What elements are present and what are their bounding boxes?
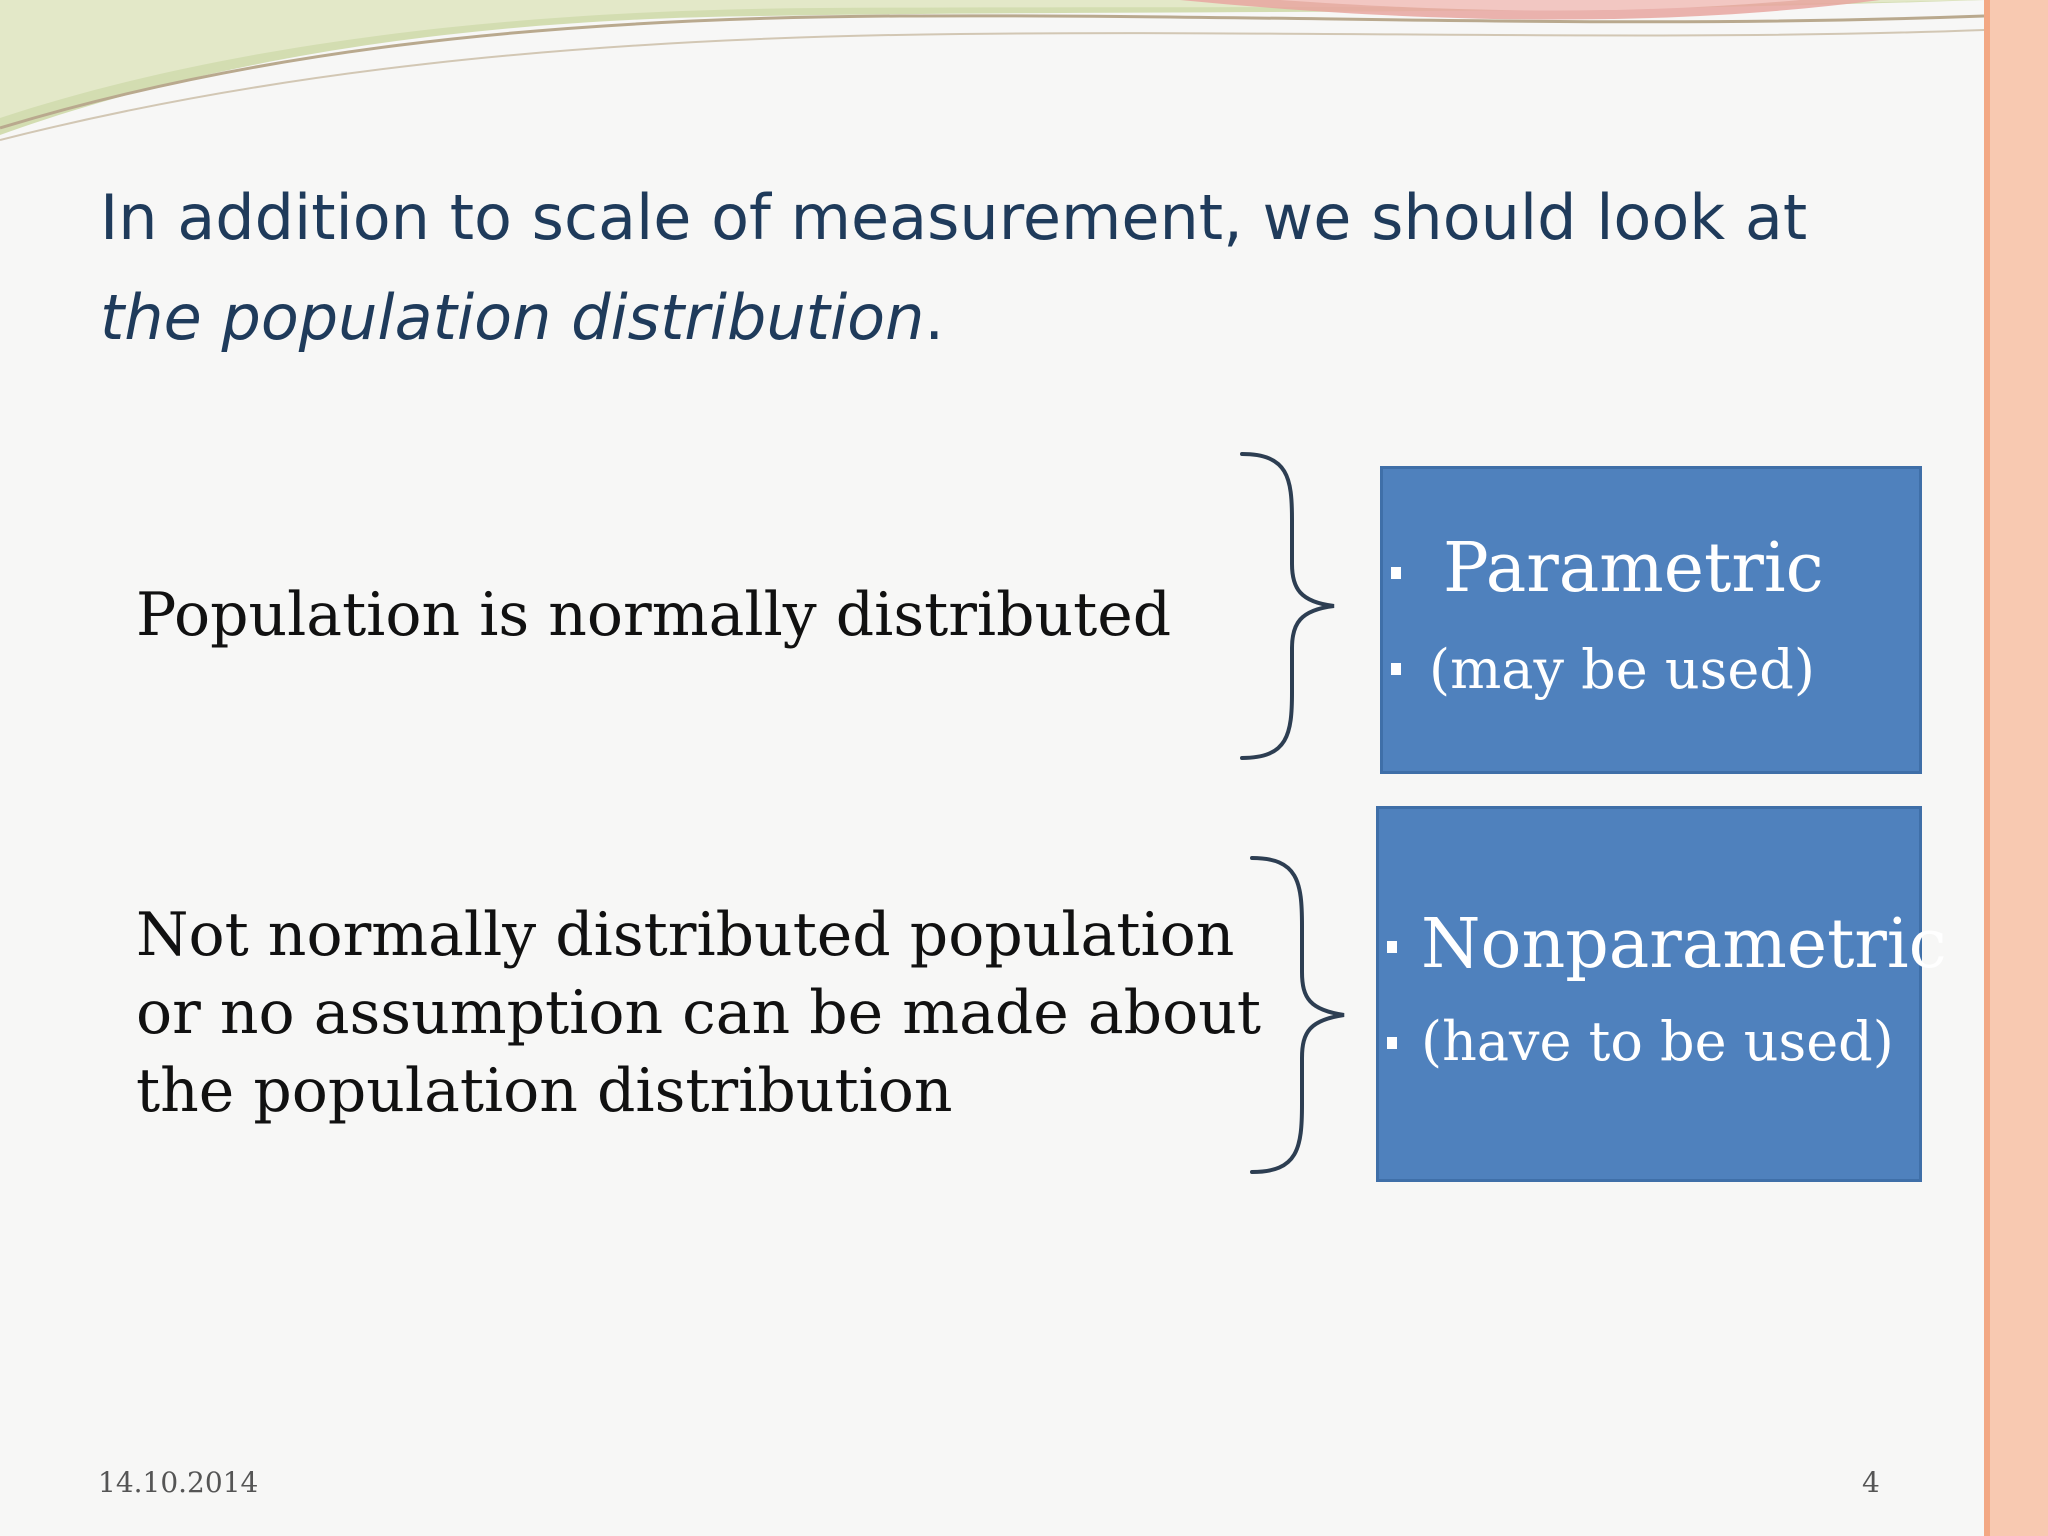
condition-line: Not normally distributed population (136, 900, 1235, 970)
right-decorative-band (1984, 0, 2048, 1536)
bullet-icon (1391, 663, 1401, 675)
condition-line: the population distribution (136, 1056, 953, 1126)
non-normal-distribution-condition (136, 896, 1261, 1130)
box-subtitle-parametric: (may be used) (1429, 638, 1815, 701)
condition-line: or no assumption can be made about (136, 978, 1261, 1048)
slide-title (100, 168, 1900, 368)
title-line-1: In addition to scale of measurement, we should look at (100, 181, 1808, 254)
box-subtitle-nonparametric: (have to be used) (1421, 1010, 1894, 1073)
box-title-parametric: Parametric (1443, 529, 1824, 608)
title-period: . (924, 281, 945, 354)
bullet-icon (1391, 567, 1401, 579)
parametric-box (1380, 466, 1922, 774)
title-line-2-italic: the population distribution (100, 281, 925, 354)
bullet-icon (1387, 1037, 1397, 1049)
nonparametric-box (1376, 806, 1947, 1182)
page-number: 4 (1862, 1466, 1880, 1499)
box-title-nonparametric: Nonparametric (1421, 905, 1947, 984)
footer-date: 14.10.2014 (98, 1466, 259, 1499)
header-swoosh-decoration (0, 0, 1984, 160)
bullet-icon (1387, 941, 1397, 953)
condition-line: Population is normally distributed (136, 580, 1172, 650)
curly-brace-2 (1240, 850, 1350, 1180)
normal-distribution-condition (136, 576, 1171, 654)
curly-brace-1 (1230, 446, 1340, 766)
